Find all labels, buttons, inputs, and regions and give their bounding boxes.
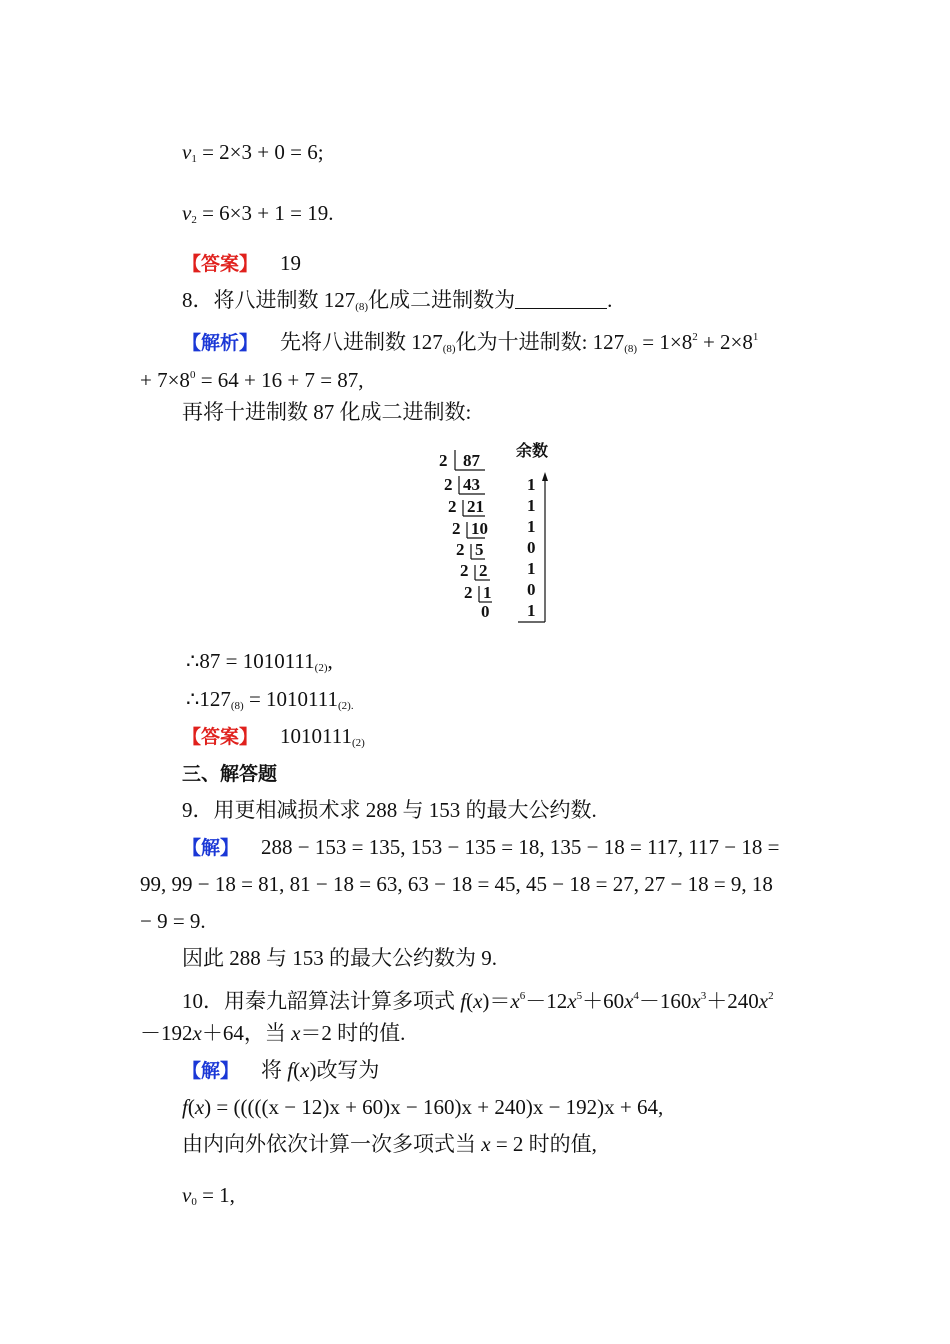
- solution-10-formula: f(x) = (((((x − 12)x + 60)x − 160)x + 240)x − 192)x + 64,: [182, 1095, 664, 1119]
- therefore-2: $\therefore 127_{(8)} = 1010111_{(2).}$: [186, 687, 354, 712]
- solution-tag: 【解】: [182, 1060, 240, 1082]
- remainder: 1: [527, 475, 536, 494]
- analysis-line-2: + $7\times 8^0 = 64 + 16 + 7 = 87$,: [140, 368, 364, 392]
- var-v: v: [182, 140, 192, 164]
- solution-9-line-1: 【解】 288 − 153 = 135, 153 − 135 = 18, 135 − 18 = 117, 117 − 18 =: [182, 835, 780, 859]
- solution-tag: 【解】: [182, 837, 240, 859]
- answer-blank: [515, 290, 607, 309]
- answer-tag: 【答案】: [182, 726, 259, 748]
- remainder: 0: [527, 538, 536, 557]
- solution-9-line-3: − 9 = 9.: [140, 909, 206, 933]
- analysis-line-1: 【解析】 先将八进制数 $127_{(8)}$化为十进制数: $127_{(8)} = 1\times 8^2 + 2\times 8^1$: [182, 330, 759, 355]
- analysis-line-3: 再将十进制数 87 化成二进制数:: [182, 400, 472, 424]
- question-8: 8．将八进制数 $127_{(8)}$化成二进制数为 .: [182, 288, 613, 313]
- v2-line: $v_2 = 6\times 3 + 1 = 19$.: [182, 201, 334, 226]
- v1-line: $v_1 = 2\times 3 + 0 = 6$;: [182, 140, 324, 165]
- answer-tag: 【答案】: [182, 253, 259, 275]
- solution-10-line-3: 由内向外依次计算一次多项式当 x = 2 时的值,: [182, 1132, 597, 1156]
- remainder-header: 余数: [516, 441, 549, 460]
- division-figure: 余数 2 87 2 43 2 21 2 10 2 5 2 2 2 1 0 1 1 1 0 1 0 1: [430, 434, 570, 630]
- division-lines: [430, 434, 570, 630]
- solution-9-line-2: 99, 99 − 18 = 81, 81 − 18 = 63, 63 − 18 = 45, 45 − 18 = 27, 27 − 18 = 9, 18: [140, 872, 773, 896]
- answer-2: 【答案】 $1010111_{(2)}$: [182, 724, 365, 749]
- remainder: 1: [527, 496, 536, 515]
- analysis-tag: 【解析】: [182, 332, 259, 354]
- v0-line: $v_0 = 1$,: [182, 1183, 235, 1208]
- remainder: 1: [527, 601, 536, 620]
- section-heading: 三、解答题: [182, 763, 278, 785]
- therefore-1: ∴87 = $1010111_{(2)}$,: [186, 649, 333, 674]
- answer-1: 【答案】 19: [182, 251, 302, 275]
- remainder: 1: [527, 517, 536, 536]
- solution-9-conclusion: 因此 288 与 153 的最大公约数为 9.: [182, 946, 497, 970]
- remainder: 1: [527, 559, 536, 578]
- question-9: 9．用更相减损术求 288 与 153 的最大公约数.: [182, 798, 597, 822]
- question-10-line-1: 10．用秦九韶算法计算多项式 $f(x)=x^6-12x^5+60x^4-160x^3+240x^2$: [182, 989, 774, 1013]
- question-10-line-2: －192x＋64，当 x＝2 时的值.: [140, 1021, 406, 1045]
- remainder: 0: [527, 580, 536, 599]
- solution-10-line-1: 【解】 将 f(x)改写为: [182, 1058, 380, 1082]
